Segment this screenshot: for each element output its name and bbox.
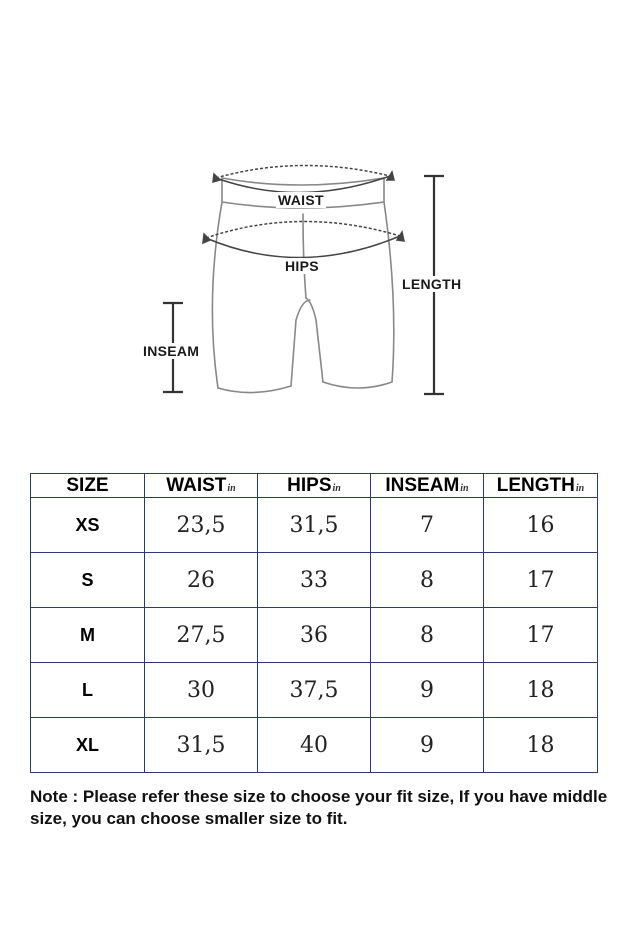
waist-cell: 23,5: [145, 498, 258, 553]
inseam-cell: 9: [371, 663, 484, 718]
waist-cell: 26: [145, 553, 258, 608]
length-cell: 18: [484, 718, 598, 773]
size-cell: L: [31, 663, 145, 718]
inseam-label: INSEAM: [143, 343, 200, 359]
header-hips: HIPSin: [258, 474, 371, 498]
size-cell: M: [31, 608, 145, 663]
unit-label: in: [460, 482, 469, 494]
inseam-cell: 9: [371, 718, 484, 773]
inseam-cell: 7: [371, 498, 484, 553]
table-row: [31, 663, 598, 718]
inseam-cell: 8: [371, 608, 484, 663]
size-cell: XL: [31, 718, 145, 773]
hips-cell: 37,5: [258, 663, 371, 718]
length-cell: 17: [484, 553, 598, 608]
header-size: SIZE: [31, 474, 145, 498]
waist-cell: 30: [145, 663, 258, 718]
length-cell: 16: [484, 498, 598, 553]
length-cell: 18: [484, 663, 598, 718]
size-chart-table: [30, 473, 598, 773]
table-header-row: [31, 474, 598, 498]
unit-label: in: [332, 482, 341, 494]
header-length: LENGTHin: [484, 474, 598, 498]
table-row: [31, 498, 598, 553]
hips-cell: 40: [258, 718, 371, 773]
inseam-cell: 8: [371, 553, 484, 608]
shorts-measurement-diagram: [0, 150, 621, 410]
table-row: [31, 553, 598, 608]
hips-label: HIPS: [285, 258, 319, 274]
fit-note: Note : Please refer these size to choose your fit size, If you have middle size, you can choose smaller size to fit.: [30, 787, 608, 828]
unit-label: in: [227, 482, 236, 494]
header-inseam: INSEAMin: [371, 474, 484, 498]
size-cell: S: [31, 553, 145, 608]
hips-cell: 31,5: [258, 498, 371, 553]
shorts-outline-icon: [0, 150, 621, 410]
waist-label: WAIST: [278, 192, 324, 208]
table-row: [31, 718, 598, 773]
header-waist: WAISTin: [145, 474, 258, 498]
unit-label: in: [575, 482, 585, 494]
hips-cell: 33: [258, 553, 371, 608]
waist-cell: 27,5: [145, 608, 258, 663]
length-cell: 17: [484, 608, 598, 663]
table-row: [31, 608, 598, 663]
hips-cell: 36: [258, 608, 371, 663]
length-label: LENGTH: [402, 276, 462, 292]
size-cell: XS: [31, 498, 145, 553]
waist-cell: 31,5: [145, 718, 258, 773]
